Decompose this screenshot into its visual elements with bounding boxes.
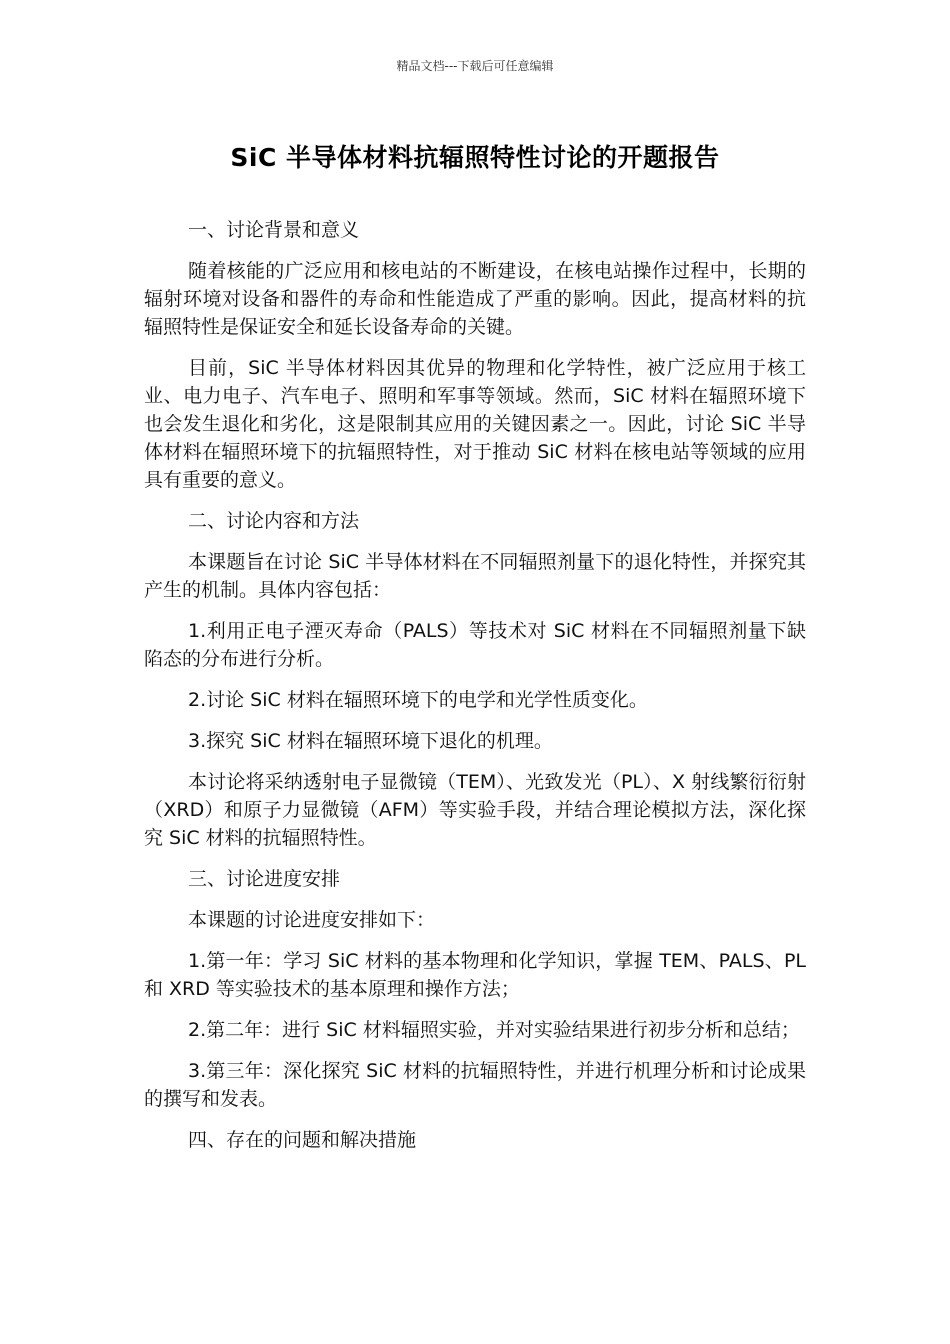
list-item-content-2: 2.讨论 SiC 材料在辐照环境下的电学和光学性质变化。	[188, 689, 648, 711]
paragraph-background-2: 目前，SiC 半导体材料因其优异的物理和化学特性，被广泛应用于核工业、电力电子、汽车电子、照明和军事等领域。然而，SiC 材料在辐照环境下也会发生退化和劣化，这是限制其应用的关键因素之一。因此，讨论 SiC 半导体材料在辐照环境下的抗辐照特性，对于推动 SiC 材料在核电站等领域的应用具有重要的意义。	[144, 357, 806, 491]
document-title: SiC 半导体材料抗辐照特性讨论的开题报告	[230, 143, 720, 172]
paragraph-schedule-intro: 本课题的讨论进度安排如下：	[188, 909, 436, 931]
section-heading-schedule: 三、讨论进度安排	[188, 868, 341, 890]
document-body	[144, 216, 806, 1167]
paragraph-methods: 本讨论将采纳透射电子显微镜（TEM）、光致发光（PL）、X 射线繁衍衍射（XRD）和原子力显微镜（AFM）等实验手段，并结合理论模拟方法，深化探究 SiC 材料的抗辐照特性。	[144, 771, 806, 849]
section-heading-problems: 四、存在的问题和解决措施	[188, 1129, 417, 1151]
list-item-schedule-3: 3.第三年：深化探究 SiC 材料的抗辐照特性，并进行机理分析和讨论成果的撰写和发表。	[144, 1060, 806, 1110]
list-item-schedule-1: 1.第一年：学习 SiC 材料的基本物理和化学知识，掌握 TEM、PALS、PL 和 XRD 等实验技术的基本原理和操作方法；	[144, 950, 806, 1000]
list-item-content-1: 1.利用正电子湮灭寿命（PALS）等技术对 SiC 材料在不同辐照剂量下缺陷态的分布进行分析。	[144, 620, 806, 670]
section-heading-content: 二、讨论内容和方法	[188, 510, 360, 532]
paragraph-content-intro: 本课题旨在讨论 SiC 半导体材料在不同辐照剂量下的退化特性，并探究其产生的机制。具体内容包括：	[144, 551, 806, 601]
section-heading-background: 一、讨论背景和意义	[188, 219, 360, 241]
paragraph-background-1: 随着核能的广泛应用和核电站的不断建设，在核电站操作过程中，长期的辐射环境对设备和器件的寿命和性能造成了严重的影响。因此，提高材料的抗辐照特性是保证安全和延长设备寿命的关键。	[144, 260, 806, 338]
header-note: 精品文档---下载后可任意编辑	[396, 59, 554, 73]
list-item-content-3: 3.探究 SiC 材料在辐照环境下退化的机理。	[188, 730, 553, 752]
list-item-schedule-2: 2.第二年：进行 SiC 材料辐照实验，并对实验结果进行初步分析和总结；	[188, 1019, 800, 1041]
